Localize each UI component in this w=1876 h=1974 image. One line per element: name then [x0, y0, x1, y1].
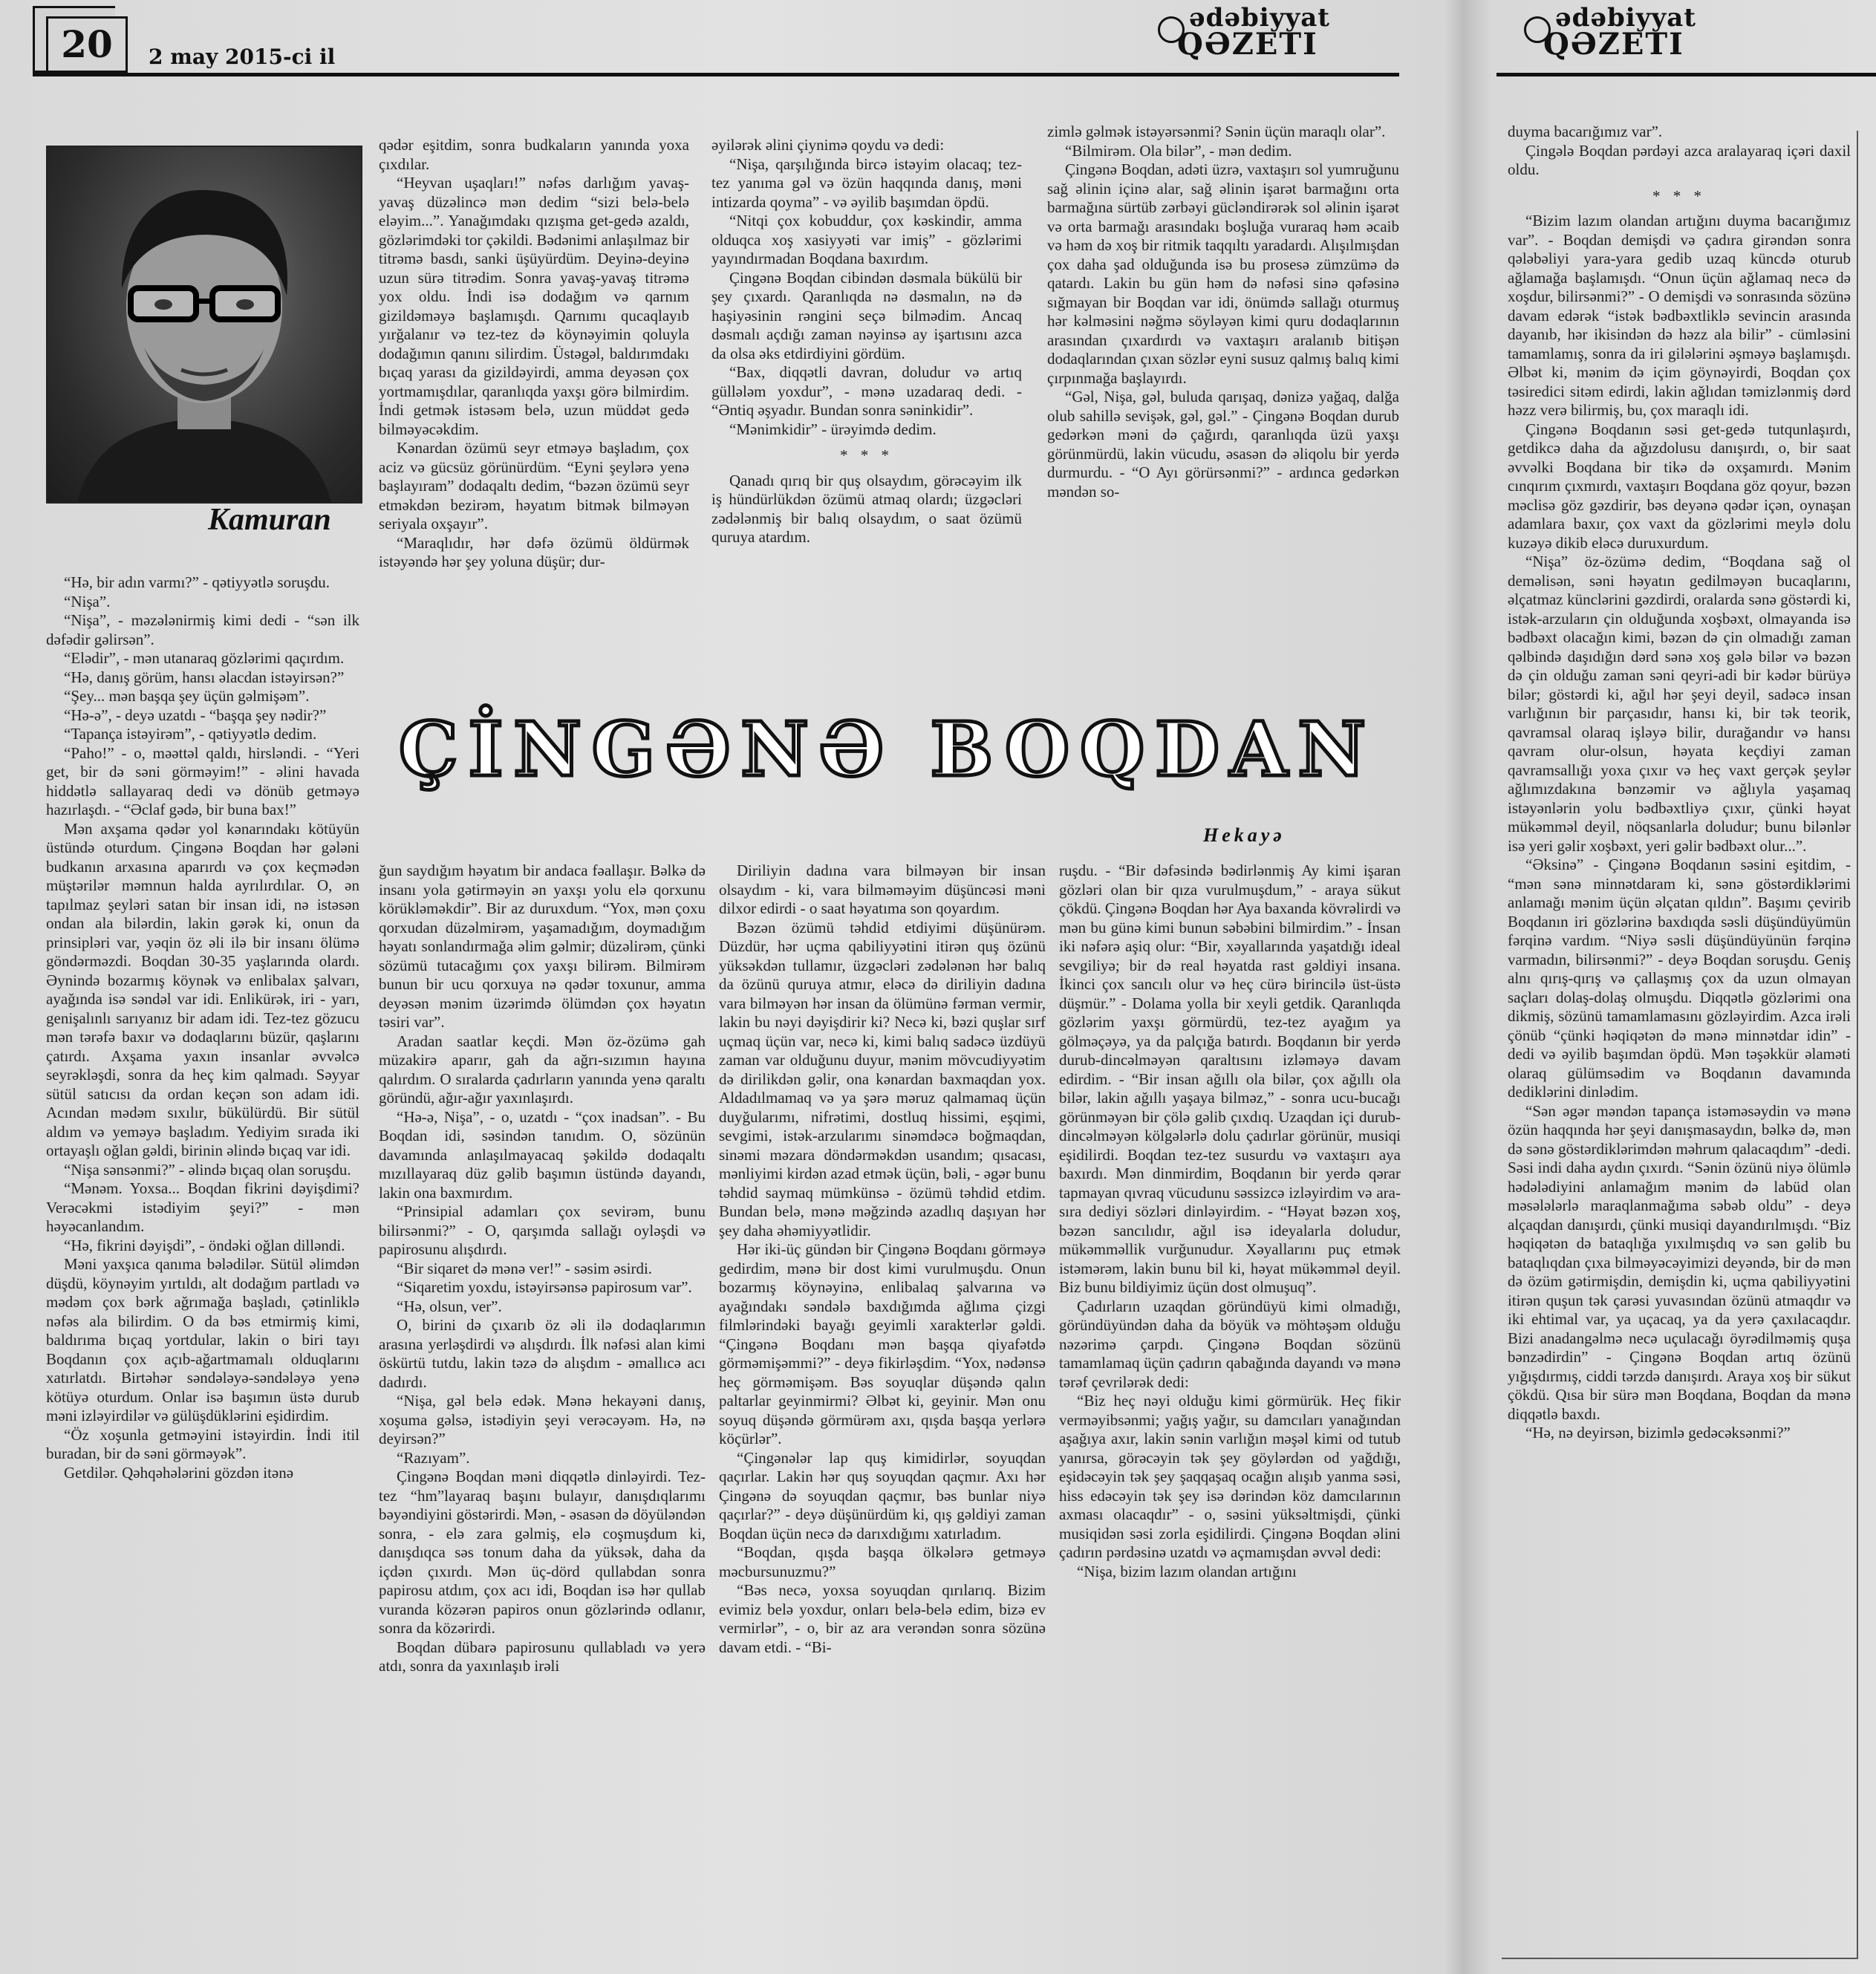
paragraph: ruşdu. - “Bir dəfəsində bədirlənmiş Ay kimi işaran gözləri olan bir qıza vurulmuşdum,” - araya sükut çökdü. Çingənə Boqdan hər Aya baxanda kövrəlirdi və mən bu günə kimi bunun səbəbini bilmirdim.” - İnsan iki nəfərə aşiq olur: “Bir, xəyallarında yaşatdığı ideal sevgiliyə; bir də real həyatda rast gəldiyi insana. İkinci çox sancılı olur və heç cürə birincilə üst-üstə düşmür.” - Dolama yolla bir xeyli getdik. Qaranlıqda gözlərim yaxşı görmürdü, tez-tez ayağım ya gölməçəyə, ya da palçığa batırdı. Boqdanın bir yerdə durub-dincəlməyən qaraltısını izləməyə davam edirdim. - “Bir insan ağıllı ola bilər, çox ağıllı ola bilər, lakin ağıllı yaşaya bilməz,” - sonra ucu-bucağı görünməyən bir çölə gəlib çıxdıq. Uzaqdan içi durub-dincəlməyən kölgələrlə dolu çadırlar görünür, musiqi eşidilirdi. Boqdan tez-tez susurdu və vaxtaşırı aya baxırdı. Mən dinmirdim, Boqdanın bir yerdə qərar tapmayan qıvraq vücudunu səssizcə izləyirdim və ara-sıra dediyi sözləri dinləyirdim. - “Həyat bəzən xoş, bəzən sancılıdır, ağıl isə ideyalarla doludur, mükəmməllik vurğunudur. Xəyallarını puç etmək istəmərəm, lakin bunu bil ki, həyat mükəmməl deyil. Biz bunu bildiyimiz üçün dost olmuşuq”. — [1059, 861, 1401, 1296]
header-rule-right — [1496, 73, 1876, 76]
page-number: 20 — [46, 16, 128, 73]
masthead-logo-right — [1528, 3, 1696, 62]
paragraph: Məni yaxşıca qanıma bələdilər. Sütül əlimdən düşdü, köynəyim yırtıldı, alt dodağım partladı və mədəm çox bərk ağrımağa başladı, çətinliklə nəfəs ala bilirdim. O da bəs etmirmiş kimi, baldırıma bıçaq yortdular, lakin o biri tayı Boqdanın çox açıb-ağartmamalı olduqlarını xatırlatdı. Birtəhər səndələyə-səndələyə yenə kötüyə oturdum. Onlar isə başımın üstə durub məni izləyirdilər və gülüşdüklərini eşidirdim. — [46, 1255, 359, 1424]
paragraph: “Nişa” öz-özümə dedim, “Boqdana sağ ol deməlisən, səni həyatın gedilməyən bucaqlarını, əlçatmaz künclərini gəzdirdi, oralarda sənə göstərdi ki, istək-arzuların çin olduğunda xoşbəxt, olmayanda isə bədbəxt olacağın kimi, bəzən də çin olmadığı zaman qəlbində daşıdığın dərd sənə xoş gələ bilər və bəzən də çin olduğu zaman səni qeyri-adi bir kədər bürüyə bilər; göstərdi ki, ağıl hər şeyi deyil, sadəcə insan varlığının bir parçasıdır, hansı ki, bir tək teorik, qavramsal olaraq işləyə bilir, durağandır və hansı qavram olur-olsun, həyata keçdiyi zaman qavramsallığı yoxa çıxır və heç vaxt gerçək şeylər ağlımızdakına bənzəmir və ağlıyla yaşamaq istəyənlərin yolu bədbəxtliyə çıxır, çünki həyat mükəmməl deyil, nöqsanlarla doludur; bunu bilənlər isə yeri gəlir xoşbəxt, yeri gəlir bədbəxt olur...”. — [1508, 553, 1851, 855]
paragraph: “Elədir”, - mən utanaraq gözlərimi qaçırdım. — [64, 649, 345, 667]
paragraph: “Bax, diqqətli davran, doludur və artıq güllələm yoxdur”, - mənə uzadaraq dedi. - “Əntiq əşyadır. Bundan sonra səninkidir”. — [711, 363, 1022, 419]
paragraph: ğun saydığım həyatım bir andaca fəallaşır. Bəlkə də insanı yola gətirməyin ən yaxşı yolu elə qorxunu körükləməkdir”. Bir az duruxdum. “Yox, mən çoxu qorxudan düzəlmirəm, yaşamadığım, doymadığım həyatı sonlandırmağa əlim gəlmir; düzəlirəm, çünki sözümü tutacağımı çox yaxşı bilirəm. Bilmirəm bunun bir ucu qorxuya nə qədər toxunur, amma deyəsən mənim üzərimdə ölümdən çox həyatın təsiri var”. — [379, 861, 706, 1031]
logo-emblem-icon — [1158, 16, 1185, 43]
text-column-5 — [1508, 123, 1851, 1957]
paragraph: “Gəl, Nişa, gəl, buluda qarışaq, dənizə yağaq, dalğa olub sahillə sevişək, gəl, gəl.” - Çingənə Boqdan durub gedərkən məni də çağırdı, qaranlıqda üzü yaxşı görünmürdü, lakin vücudu, əsasən də əliqolu bir yerdə durmurdu. - “O Ayı görürsənmi?” - ardınca gedərkən məndən so- — [1047, 388, 1399, 501]
paragraph: Boqdan dübarə papirosunu qullabladı və yerə atdı, sonra da yaxınlaşıb irəli — [379, 1638, 706, 1675]
paragraph: “Nitqi çox kobuddur, çox kəskindir, amma olduqca xoş xasiyyəti var imiş” - gözlərimi yayındırmadan Boqdana baxırdım. — [711, 212, 1022, 267]
paragraph: “Hə-ə, Nişa”, - o, uzatdı - “çox inadsan”. - Bu Boqdan idi, səsindən tanıdım. O, sözünün davamında anlaşılmayacaq şəkildə dodaqaltı mızıllayaraq düz gəlib başımın üstündə dayandı, lakin ona baxmırdım. — [379, 1107, 706, 1202]
story-genre: Hekayə — [1203, 824, 1286, 846]
paragraph: “Heyvan uşaqları!” nəfəs darlığım yavaş-yavaş düzəlincə mən dedim “sizi belə-belə eləyim...”. Yanağımdakı qızışma get-gedə azaldı, gözlərimdəki tor çəkildi. Bədənimi anlaşılmaz bir titrəmə basdı, sanki üşüyürdüm. Deyinə-deyinə uzun sürə titrədim. Sonra yavaş-yavaş titrəmə yox oldu. İndi isə dodağım və qarnım gizildəməyə başlamışdı. Qarnımı qucaqlayıb yırğalanır və tez-tez də köynəyimin qoluyla dodağımın qanını silirdim. Üstəgəl, baldırımdakı bıçaq yarası da gizildəyirdi, amma deyəsən çox yortmamışdılar, qaranlıqda yaxşı görə bilmirdim. İndi getmək istəsəm belə, uzun müddət gedə bilməyəcəkdim. — [379, 174, 689, 438]
paragraph: “Nişa sənsənmi?” - əlində bıçaq olan soruşdu. — [64, 1160, 351, 1179]
author-photo — [46, 146, 362, 504]
paragraph: “Nişa, bizim lazım olandan artığını — [1077, 1562, 1297, 1580]
paragraph: “Hə, bir adın varmı?” - qətiyyətlə soruşdu. — [64, 573, 330, 591]
paragraph: “Öz xoşunla getməyini istəyirdin. İndi itil buradan, bir də səni görməyək”. — [46, 1425, 359, 1462]
paragraph: “Hə, danış görüm, hansı əlacdan istəyirsən?” — [64, 668, 345, 686]
paragraph: “Siqaretim yoxdu, istəyirsənsə papirosum var”. — [397, 1278, 692, 1296]
masthead-line1: ədəbiyyat — [1189, 3, 1330, 33]
paragraph: “Paho!” - o, məəttəl qaldı, hirsləndi. - “Yeri get, bir də səni görməyim!” - əlini havada hiddətlə sallayaraq dedi və dönüb getməyə hazırlaşdı. - “Əclaf gədə, bir buna bax!” — [46, 743, 359, 818]
paragraph: “Nişa”. — [64, 592, 111, 610]
paragraph: Çingələ Boqdan pərdəyi azca aralayaraq içəri daxil oldu. — [1508, 141, 1851, 178]
paragraph: duyma bacarığımız var”. — [1508, 123, 1663, 140]
paragraph: “Əksinə” - Çingənə Boqdanın səsini eşitdim, - “mən sənə minnətdaram ki, sənə göstərdiklərimi anlamağı mənim üçün əlçatan qıldın”. Başımı çevirib Boqdanın iri gözlərinə baxdıqda səsli düşündüyümün fərqinə vardım. “Niyə səsli düşündüyünün fərqinə varmadın, bilirsənmi?” - deyə Boqdan soruşdu. Geniş alnı qırış-qırış və çallaşmış çox da uzun olmayan saçları dolaş-dolaş olmuşdu. Diqqətlə gözlərimi ona dikmiş, sözünü tamamlamasını gözləyirdim. Azca irəli çönüb “çünki həqiqətən də mənə minnətdar idin” - dedi və əyilib başımdan öpdü. Mən təşəkkür əlaməti olaraq gülümsədim və Boqdanın davamında dediklərini dinlədim. — [1508, 856, 1851, 1101]
paragraph: “Bilmirəm. Ola bilər”, - mən dedim. — [1065, 141, 1292, 160]
text-column-2-top — [379, 136, 689, 700]
paragraph: “Mənəm. Yoxsa... Boqdan fikrini dəyişdimi? Verəcəkmi istədiyim şeyi?” - mən həyəcanlandım. — [46, 1179, 359, 1235]
paragraph: “Bizim lazım olandan artığını duyma bacarığımız var”. - Boqdan demişdi və çadıra girəndən sonra qələbəliyi yara-yara gedib uzaq küncdə oturub ağlamağa başlamışdı. “Onun üçün ağlamaq necə də xoşdur, bilirsənmi?” - O demişdi və sonrasında sözünə davam edərək “istək bədbəxtliklə sevincin arasında dayanıb, hər ikisindən də həzz ala bilir” - cümləsini tamamlamış, sonra da iri gilələrini əşməyə başlamışdı. Əlbət ki, mənim də içim göynəyirdi, Boqdan çox təsiredici sitəm edirdi, lakin ağlıdan təmizlənmiş dərd həzz verə bilirmiş, bu, çox maraqlı idi. — [1508, 212, 1851, 419]
masthead-line2: QƏZETI — [1543, 27, 1684, 62]
paragraph: “Hə, olsun, ver”. — [397, 1297, 502, 1315]
paragraph: Aradan saatlar keçdi. Mən öz-özümə gah müzakirə aparır, gah da ağrı-sızımın hayına qalırdım. O sıralarda çadırların yanında yenə qaraltı göründü, ağır-ağır yaxınlaşırdı. — [379, 1032, 706, 1107]
author-name: Kamuran — [208, 503, 331, 537]
text-column-4-bottom — [1059, 861, 1401, 1974]
text-column-3-top — [711, 136, 1022, 700]
paragraph: “Prinsipial adamları çox sevirəm, bunu bilirsənmi?” - O, qarşımda sallağı oyləşdi və papirosunu alışdırdı. — [379, 1202, 706, 1258]
paragraph: Kənardan özümü seyr etməyə başladım, çox aciz və gücsüz görünürdüm. “Eyni şeylərə yenə başlayıram” dodaqaltı dedim, “bəzən özümü seyr etməkdən bezirəm, həyatım bitmək bilməyən seriyala oxşayır”. — [379, 439, 689, 532]
paragraph: Bəzən özümü təhdid etdiyimi düşünürəm. Düzdür, hər uçma qabiliyyətini itirən quş özünü yüksəkdən tullamır, üzgəcləri zədələnən hər balıq da özünü quruya atmır, eləcə də diriliyin dadına vara bilməyən hər insan da ölümünə fərman vermir, lakin bu nəyi dəyişdirir ki? Necə ki, bəzi quşlar sırf uçmaq üçün var, necə ki, kimi balıq sadəcə üzdüyü zaman var olduğunu duyur, mənim mövcudiyyətim də dirilikdən gəlir, ona kənardan baxmaqdan yox. Aldadılmamaq və ya şərə məruz qalmamaq üçün duyğularımı, nifrətimi, dostluq hissimi, eşqimi, sevgimi, istək-arzularımı sinəmdəcə boğmaqdan, sinəmi məzara döndərməkdən usandım; qısacası, mənliyimi kirdən azad etmək üçün, bəli, - əgər bunu təhdid saymaq mümkünsə - özümü təhdid etdim. Bundan belə, mənə məğzində azadlıq daşıyan hər şey daha əhəmiyyətlidir. — [719, 918, 1046, 1240]
paragraph: Çingənə Boqdanın səsi get-gedə tutqunlaşırdı, getdikcə daha da ağızdolusu danışırdı, o, bir saat əvvəlki Boqdana bir tikə də oxşamırdı. Mənim cınqırım çıxmırdı, vaxtaşırı Boqdana göz qoyur, bəzən məclisə göz gəzdirir, bəs deyənə qədər içən, oynaşan adamlara baxır, çox vaxt da gözlərimi meylə dolu kuzəyə dikib eləcə duruxurdum. — [1508, 420, 1851, 552]
text-column-1 — [46, 573, 359, 1974]
paragraph: “Biz heç nəyi olduğu kimi görmürük. Heç fikir verməyibsənmi; yağış yağır, su damcıları yanağından aşağıya axır, lakin sənin varlığın məşəl kimi od tutub yanırsa, görəcəyin tək şey göylərdən od yağdığı, eşidəcəyin tək şey şaqqaşaq ocağın alışıb yanma səsi, hiss edəcəyin tək şey isə dərindən köz damcılarının axması olacaqdır” - o, səsini yüksəltmişdi, çünki musiqidən səsi zorla eşidilirdi. Çingənə Boqdan əlini çadırın pərdəsinə uzatdı və açmamışdan əvvəl dedi: — [1059, 1392, 1401, 1561]
paragraph: Çingənə Boqdan məni diqqətlə dinləyirdi. Tez-tez “hm”layaraq başını bulayır, danışdıqlarımı bəyəndiyini göstərirdi. Mən, - əsasən də döyüləndən sonra, - elə zara gəlmiş, elə coşmuşdum ki, danışdıqca səs tonum daha da yüksək, daha da içdən çıxırdı. Mən üç-dörd qullabdan sonra papirosu atdım, çox acı idi, Boqdan isə hər qullab vuranda közərən papiros onun gözlərində odlanır, sonra da közərirdi. — [379, 1468, 706, 1637]
paragraph: “Mənimkidir” - ürəyimdə dedim. — [729, 420, 937, 438]
paragraph: “Tapança istəyirəm”, - qətiyyətlə dedim. — [64, 725, 317, 743]
paragraph: “Nişa”, - məzələnirmiş kimi dedi - “sən ilk dəfədir gəlirsən”. — [46, 611, 359, 648]
paragraph: “Çingənələr lap quş kimidirlər, soyuqdan qaçırlar. Lakin hər quş soyuqdan qaçmır. Axı hər Çingənə də soyuqdan qaçmır, bəs bunlar niyə qaçırlar?” - deyə düşünürdüm ki, qış gəldiyi zaman Boqdan üçün necə də darıxdığımı xatırladım. — [719, 1448, 1046, 1543]
paragraph: Çadırların uzaqdan göründüyü kimi olmadığı, göründüyündən daha da böyük və möhtəşəm olduğu nəzərimə çarpdı. Çingənə Boqdan sözünü tamamlamaq üçün çadırın qabağında dayandı və mənə tərəf çevrilərək dedi: — [1059, 1297, 1401, 1391]
paragraph: Diriliyin dadına vara bilməyən bir insan olsaydım - ki, vara bilməməyim düşüncəsi məni dilxor edirdi - o saat həyatıma son qoyardım. — [719, 861, 1046, 917]
logo-emblem-icon — [1524, 16, 1551, 43]
paragraph: qədər eşitdim, sonra budkaların yanında yoxa çıxdılar. — [379, 136, 689, 173]
text-column-4-top — [1047, 123, 1399, 700]
section-separator: * * * — [1652, 186, 1706, 205]
paragraph: Getdilər. Qəhqəhələrini gözdən itənə — [64, 1463, 294, 1482]
paragraph: zimlə gəlmək istəyərsənmi? Sənin üçün maraqlı olar”. — [1047, 123, 1386, 140]
paragraph: “Razıyam”. — [397, 1448, 470, 1467]
paragraph: “Nişa, qarşılığında bircə istəyim olacaq; tez-tez yanıma gəl və özün haqqında danış, məni intizarda qoyma” - və əyilib başımdan öpdü. — [711, 154, 1022, 211]
paragraph: “Nişa, gəl belə edək. Mənə hekayəni danış, xoşuma gəlsə, istədiyin şeyi verəcəyəm. Hə, nə deyirsən?” — [379, 1392, 706, 1447]
paragraph: Mən axşama qədər yol kənarındakı kötüyün üstündə oturdum. Çingənə Boqdan hər gələni budkanın arxasına aparırdı və çox keçmədən müştərilər məmnun halda ayrılırdılar. O, ən tapılmaz şeyləri satan bir insan idi, nə istəsən ondan ala bilərdin, lakin gərək ki, onun da prinsipləri var, yəqin öz əli ilə bir insanı ölümə göndərməzdi. Boqdan 30-35 yaşlarında olardı. Əynində bozarmış köynək və enlibalax şalvarı, ayağında isə səndəl var idi. Enlikürək, iri - yarı, genişalınlı sarıyanız bir adam idi. Tez-tez gözucu mən tərəfə baxır və dodaqlarını büzür, qaşlarını çatırdı. Axşama yaxın insanlar əvvəlcə seyrəkləşdi, sonra da heç kim qalmadı. Səyyar sütül satıcısı da ordan keçən son adam idi. Acından mədəm sıxılır, bükülürdü. Bir sütül aldım və yeməyə başladım. Yediyim sırada iki ortayaşlı oğlan gəldi, birinin əlində bıçaq var idi. — [46, 819, 359, 1159]
paragraph: “Sən əgər məndən tapança istəməsəydin və mənə özün haqqında hər şeyi danışmasaydın, bəlkə də, mən də sənə göstərdiklərimdən məhrum qalacaqdım” -dedi. Səsi indi daha aydın çıxırdı. “Sənin özünü niyə ölümlə hədələdiyini anlamağım mənim də labüd olan məsələlərlə maraqlanmağıma səbəb oldu” - deyə alçaqdan danışırdı, çünki musiqi dayandırılmışdı. “Biz həqiqətən də bataqlığa yıxılmışdıq və sən gəlib bu bataqlıqdan çıxa bilməyəcəyimizi deyəndə, bir də mən də özüm gətirmişdin, demişdin ki, uçma qabiliyyətini itirən quşun tək çarəsi yuvasından özünü atmaqdır və iki ehtimal var, ya uçacaq, ya da yerə çaxılacaqdır. Bizi anadangəlmə necə uçulacağı öyrədilməmiş quşa bənzədirdin” - Çingənə Boqdan artıq özünü yığışdırmış, ciddi tərzdə danışırdı. Araya xoş bir sükut çökdü. Qısa bir sürə mən Boqdana, Boqdan da mənə diqqətlə baxdı. — [1508, 1101, 1851, 1423]
story-title: ÇİNGƏNƏ BOQDAN — [399, 706, 1376, 793]
paragraph: “Hə, nə deyirsən, bizimlə gedəcəksənmi?” — [1525, 1424, 1791, 1442]
paragraph: “Şey... mən başqa şey üçün gəlmişəm”. — [64, 687, 310, 705]
paragraph: əyilərək əlini çiynimə qoydu və dedi: — [711, 136, 945, 154]
paragraph: “Hə-ə”, - deyə uzatdı - “başqa şey nədir?” — [64, 706, 327, 724]
paragraph: “Bir siqaret də mənə ver!” - səsim əsirdi. — [397, 1259, 653, 1277]
masthead-line2: QƏZETI — [1177, 27, 1318, 62]
paragraph: “Bəs necə, yoxsa soyuqdan qırılarıq. Bizim evimiz belə yoxdur, onları belə-belə edim, bizə ev vermirlər”, - o, bir az ara verəndən sonra sözünə davam etdi. - “Bi- — [719, 1581, 1046, 1656]
paragraph: Hər iki-üç gündən bir Çingənə Boqdanı görməyə gedirdim, mənə bir dost kimi vurulmuşdu. Onun bozarmış köynəyinə, enlibalaq şalvarına və ayağındakı səndələ baxdığımda ağlıma çizgi filmlərindəki bayağı geyimli xarakterlər gəldi. “Çingənə Boqdanı mən başqa qiyafətdə görməmişəmmi?” - deyə fikirləşdim. “Yox, nədənsə heç görməmişəm. Bəs soyuqlar düşəndə qalın paltarlar geyinmirmi? Əlbət ki, geyinir. Mən onu soyuq düşəndə görmürəm axı, qışda başqa yerlərə köçürlər”. — [719, 1240, 1046, 1447]
text-column-2-bottom — [379, 861, 706, 1974]
paragraph: “Hə, fikrini dəyişdi”, - öndəki oğlan dilləndi. — [64, 1236, 345, 1254]
paragraph: “Boqdan, qışda başqa ölkələrə getməyə məcbursunuzmu?” — [719, 1543, 1046, 1580]
section-separator: * * * — [840, 446, 893, 464]
issue-date: 2 may 2015-ci il — [149, 45, 336, 69]
header-rule — [33, 73, 1399, 76]
paragraph: Çingənə Boqdan cibindən dəsmala bükülü bir şey çıxardı. Qaranlıqda nə dəsmalın, nə də haşiyəsinin rəngini seçə bilmədim. Ancaq dəsmalı açdığı zaman nəyinsə ay işartısını azca da olsa əks etdirdiyini gördüm. — [711, 268, 1022, 362]
paragraph: O, birini də çıxarıb öz əli ilə dodaqlarımın arasına yerləşdirdi və alışdırdı. İlk nəfəsi alan kimi öskürtü tutdu, lakin təzə də alışdım - əmallıcə acı dadırdı. — [379, 1316, 706, 1391]
text-column-3-bottom — [719, 861, 1046, 1974]
masthead-line1: ədəbiyyat — [1555, 3, 1696, 33]
paragraph: “Maraqlıdır, hər dəfə özümü öldürmək istəyəndə hər şey yoluna düşür; dur- — [379, 533, 689, 570]
paragraph: Çingənə Boqdan, adəti üzrə, vaxtaşırı sol yumruğunu sağ əlinin içinə alar, sağ əlinin işarət barmağını orta barmağına sürtüb zərbəyi gücləndirərək sol əlinin işarət və orta barmağı arasındakı boşluğa vuraraq həm əcaib və həm də xoş bir ritmik taqqıltı yaradardı. Alışılmışdan çox daha şad olduğunda isə bu prosesə zümzümə də qatardı. Lakin bu gün həm də nəfəsi sinə qəfəsinə sığmayan bir Boqdan var idi, önümdə sallağı oturmuş hər kəlməsini nəğmə söyləyən kimi quru dodaqlarının arasından çıxardırdı və vaxtaşırı aralanıb bitişən dodaqlarından çıxan sözlər eyni susuz qalmış balıq kimi çırpınmağa başlayırdı. — [1047, 160, 1399, 387]
masthead-logo — [1162, 3, 1330, 62]
paragraph: Qanadı qırıq bir quş olsaydım, görəcəyim ilk iş hündürlükdən özümü atmaq olardı; üzgəcləri zədələnmiş bir balıq olsaydım, o saat özümü quruya atardım. — [711, 471, 1022, 546]
